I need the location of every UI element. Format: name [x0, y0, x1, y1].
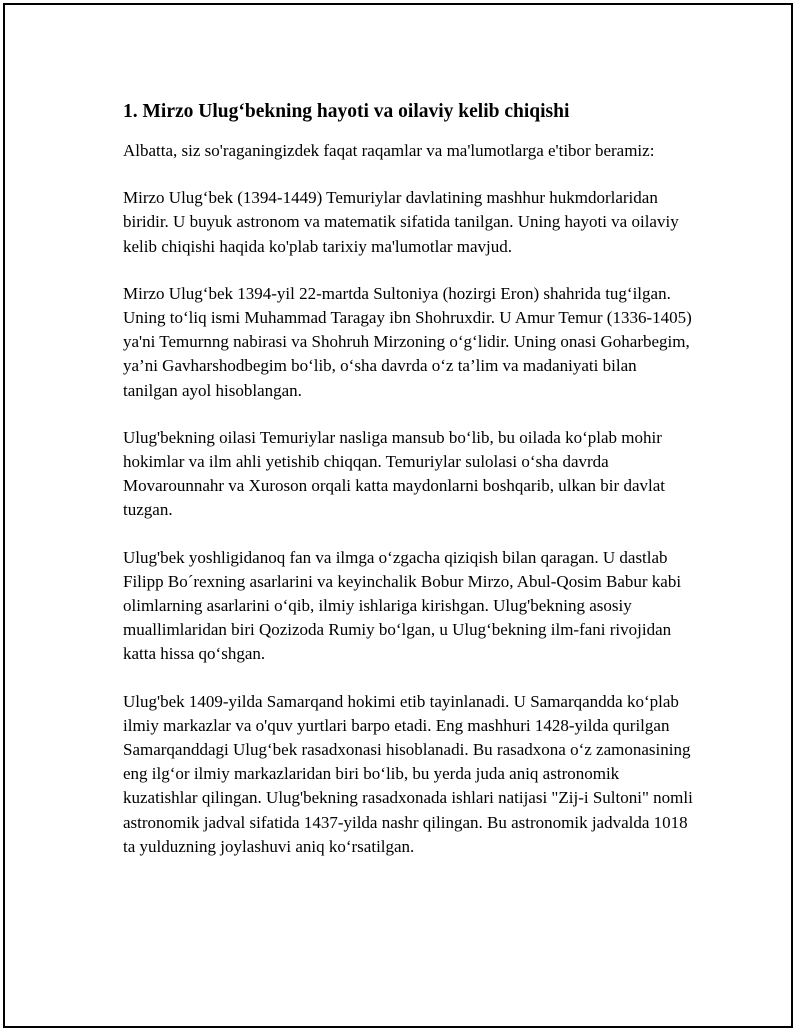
paragraph-overview: Mirzo Ulug‘bek (1394-1449) Temuriylar davlatining mashhur hukmdorlaridan biridir. U buyuk astronom va matematik sifatida tanilgan. Uning hayoti va oilaviy kelib chiqishi haqida ko'plab tarixiy ma'lumotlar mavjud. [123, 188, 679, 256]
paragraph-education: Ulug'bek yoshligidanoq fan va ilmga o‘zgacha qiziqish bilan qaragan. U dastlab Filipp Bo´rexning asarlarini va keyinchalik Bobur Mirzo, Abul-Qosim Babur kabi olimlarning asarlarini o‘qib, ilmiy ishlariga kirishgan. Ulug'bekning asosiy muallimlaridan biri Qozizoda Rumiy bo‘lgan, u Ulug‘bekning ilm-fani rivojidan katta hissa qo‘shgan. [123, 547, 682, 664]
section-heading: 1. Mirzo Ulug‘bekning hayoti va oilaviy kelib chiqishi [123, 101, 570, 122]
page-frame [3, 3, 793, 1028]
paragraph-intro: Albatta, siz so'raganingizdek faqat raqamlar va ma'lumotlarga e'tibor beramiz: [123, 141, 655, 160]
paragraph-birth: Mirzo Ulug‘bek 1394-yil 22-martda Sultoniya (hozirgi Eron) shahrida tug‘ilgan. Uning to‘liq ismi Muhammad Taragay ibn Shohruxdir. U Amur Temur (1336-1405) ya'ni Temurnng nabirasi va Shohruh Mirzoning o‘g‘lidir. Uning onasi Goharbegim, ya’ni Gavharshodbegim bo‘lib, o‘sha davrda o‘z ta’lim va madaniyati bilan tanilgan ayol hisoblangan. [123, 283, 692, 400]
paragraph-family: Ulug'bekning oilasi Temuriylar nasliga mansub bo‘lib, bu oilada ko‘plab mohir hokimlar va ilm ahli yetishib chiqqan. Temuriylar sulolasi o‘sha davrda Movarounnahr va Xuroson orqali katta maydonlarni boshqarib, ulkan bir davlat tuzgan. [123, 427, 665, 520]
paragraph-samarkand: Ulug'bek 1409-yilda Samarqand hokimi etib tayinlanadi. U Samarqandda ko‘plab ilmiy markazlar va o'quv yurtlari barpo etadi. Eng mashhuri 1428-yilda qurilgan Samarqanddagi Ulug‘bek rasadxonasi hisoblanadi. Bu rasadxona o‘z zamonasining eng ilg‘or ilmiy markazlaridan biri bo‘lib, bu yerda juda aniq astronomik kuzatishlar qilingan. Ulug'bekning rasadxonada ishlari natijasi "Zij-i Sultoni" nomli astronomik jadval sifatida 1437-yilda nashr qilingan. Bu astronomik jadvalda 1018 ta yulduzning joylashuvi aniq ko‘rsatilgan. [123, 691, 693, 856]
document-body [123, 99, 693, 882]
